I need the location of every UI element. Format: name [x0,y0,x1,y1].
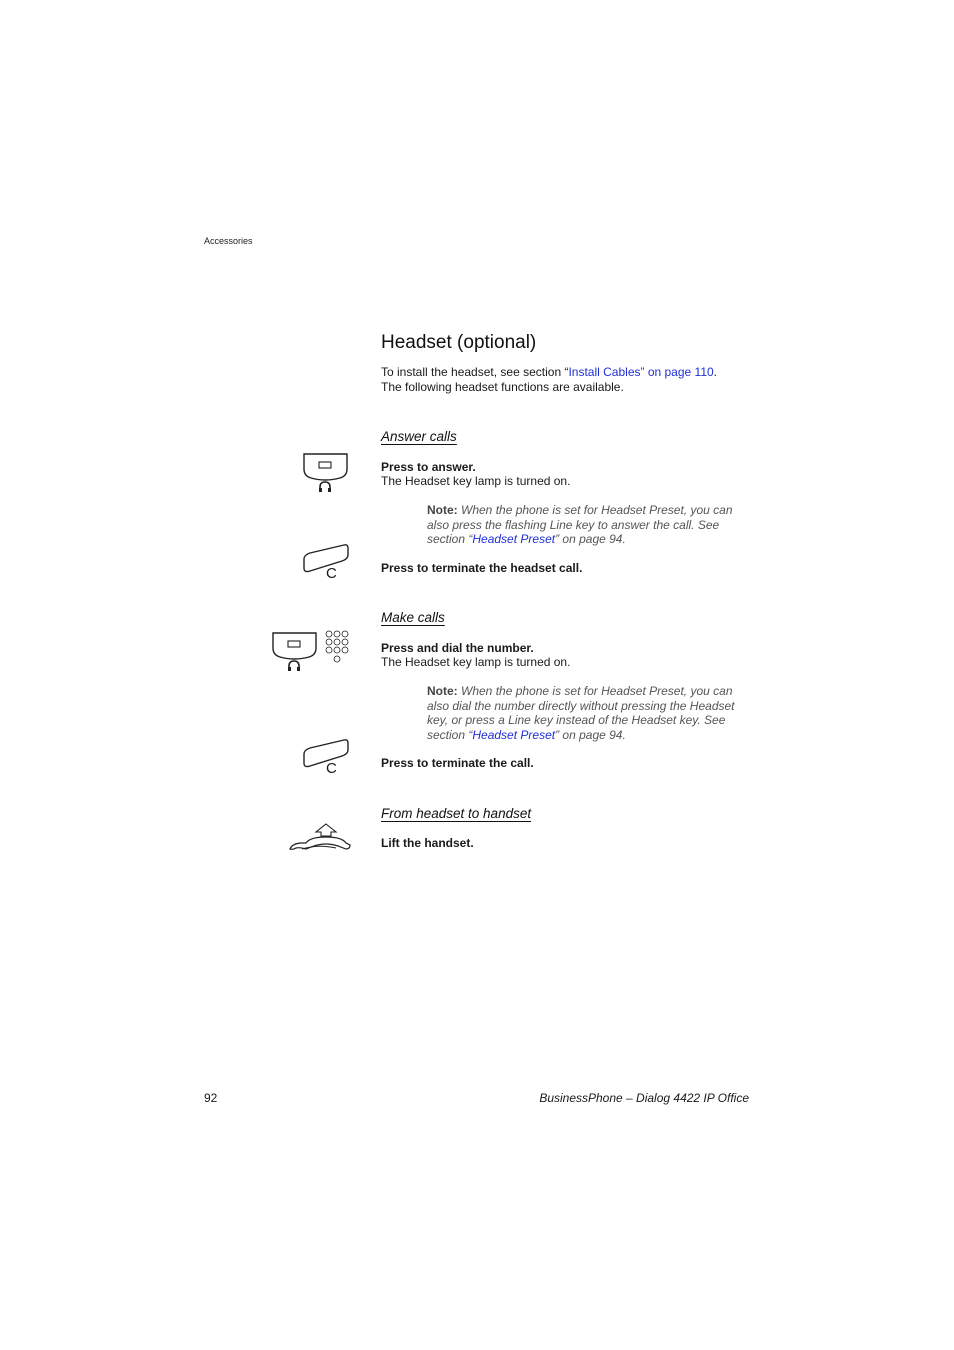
lift-handset-icon [288,822,354,854]
page-title: Headset (optional) [381,332,537,353]
headset-preset-link[interactable]: Headset Preset [472,727,556,742]
section-heading-headset-to-handset: From headset to handset [381,806,532,821]
section-heading-answer-calls: Answer calls [381,429,457,444]
footer-doc-title: BusinessPhone – Dialog 4422 IP Office [539,1091,749,1105]
headset-preset-link[interactable]: Headset Preset [472,532,556,547]
note-text: When the phone is set for Headset Preset, you can also press the flashing Line key to answer the call. See section “ [427,503,733,547]
note-after: ” on page 94. [555,532,626,547]
note-label: Note: [427,684,458,698]
step-dial-text: The Headset key lamp is turned on. [381,655,571,669]
headset-key-icon [300,452,352,496]
page-number: 92 [204,1091,218,1105]
note-after: ” on page 94. [555,727,626,742]
note-answer [427,503,757,547]
step-lift-handset-bold: Lift the handset. [381,836,474,850]
running-header: Accessories [204,236,253,246]
note-text: When the phone is set for Headset Preset, you can also dial the number directly without pressing the Headset key, or press a Line key instead of the Headset key. See section “ [427,684,735,742]
intro-paragraph [381,365,761,394]
note-label: Note: [427,503,458,517]
section-heading-make-calls: Make calls [381,610,445,625]
step-terminate-call-bold: Press to terminate the call. [381,756,534,770]
step-terminate-headset-bold: Press to terminate the headset call. [381,561,583,575]
clear-key-letter: C [326,760,337,777]
note-make-calls [427,684,757,742]
intro-line-2: The following headset functions are available. [381,379,624,394]
clear-key-letter: C [326,565,337,582]
step-dial-bold: Press and dial the number. [381,641,534,655]
step-answer-bold: Press to answer. [381,460,476,474]
step-answer-text: The Headset key lamp is turned on. [381,474,571,488]
intro-text: To install the headset, see section “ [381,365,569,379]
headset-key-keypad-icon [270,630,354,676]
intro-text-end: . [713,365,718,379]
install-cables-link[interactable]: Install Cables” on page 110 [568,365,714,379]
